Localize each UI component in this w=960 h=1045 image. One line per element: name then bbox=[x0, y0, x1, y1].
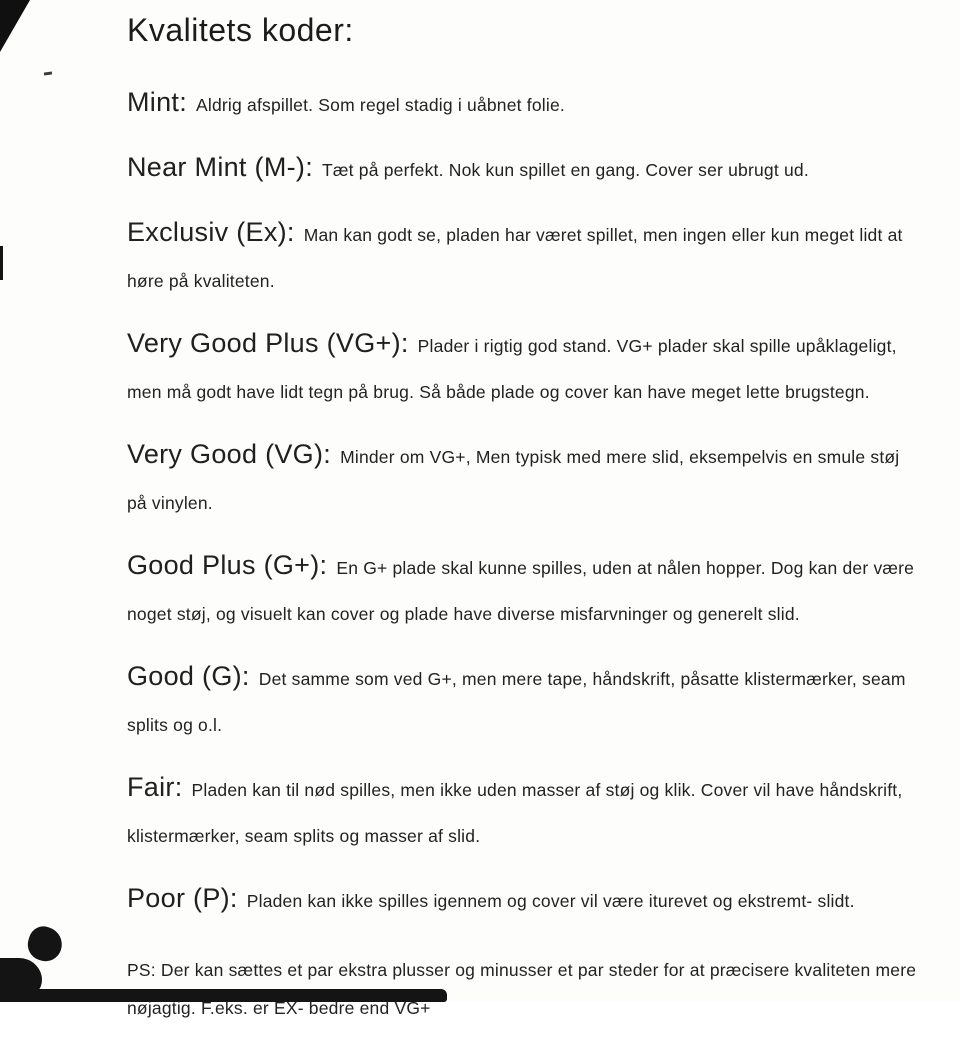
page-title: Kvalitets koder: bbox=[127, 12, 354, 48]
scan-artifact-dash bbox=[44, 71, 52, 75]
grade-term: Fair: bbox=[127, 772, 183, 802]
grade-entry-good-plus bbox=[127, 543, 917, 638]
grade-description: Minder om VG+, Men typisk med mere slid, eksempelvis en smule støj på vinylen. bbox=[127, 447, 900, 513]
grade-description: En G+ plade skal kunne spilles, uden at nålen hopper. Dog kan der være noget støj, og visuelt kan cover og plade have diverse misfarvninger og generelt slid. bbox=[127, 558, 915, 624]
grade-description: Aldrig afspillet. Som regel stadig i uåbnet folie. bbox=[196, 95, 565, 115]
grade-description: Pladen kan til nød spilles, men ikke uden masser af støj og klik. Cover vil have håndskrift, klistermærker, seam splits og masser af slid. bbox=[127, 780, 903, 846]
grade-entry-poor bbox=[127, 876, 917, 925]
grade-term: Good (G): bbox=[127, 661, 250, 691]
grade-term: Very Good (VG): bbox=[127, 439, 332, 469]
scan-artifact-edge-tick bbox=[0, 246, 3, 280]
grade-description: Tæt på perfekt. Nok kun spillet en gang. Cover ser ubrugt ud. bbox=[322, 160, 809, 180]
grade-description: Plader i rigtig god stand. VG+ plader skal spille upåklageligt, men må godt have lidt tegn på brug. Så både plade og cover kan have meget lette brugstegn. bbox=[127, 336, 897, 402]
grade-entry-exclusiv bbox=[127, 210, 917, 305]
grade-term: Near Mint (M-): bbox=[127, 152, 313, 182]
grade-entry-fair bbox=[127, 765, 917, 860]
grade-term: Very Good Plus (VG+): bbox=[127, 328, 409, 358]
grade-entry-very-good bbox=[127, 432, 917, 527]
document-page bbox=[127, 0, 917, 1045]
grade-term: Exclusiv (Ex): bbox=[127, 217, 295, 247]
grade-term: Mint: bbox=[127, 87, 188, 117]
scan-artifact-blob bbox=[24, 923, 67, 966]
grade-entry-near-mint bbox=[127, 145, 917, 194]
scan-artifact-corner bbox=[0, 0, 30, 52]
grade-description: Man kan godt se, pladen har været spillet, men ingen eller kun meget lidt at høre på kvaliteten. bbox=[127, 225, 903, 291]
grade-entry-good bbox=[127, 654, 917, 749]
grade-description: Det samme som ved G+, men mere tape, håndskrift, påsatte klistermærker, seam splits og o.l. bbox=[127, 669, 906, 735]
ps-note: PS: Der kan sættes et par ekstra plusser og minusser et par steder for at præcisere kvaliteten mere nøjagtig. F.eks. er EX- bedre end VG+ bbox=[127, 960, 917, 1018]
grade-entry-very-good-plus bbox=[127, 321, 917, 416]
grade-entry-mint bbox=[127, 80, 917, 129]
grade-description: Pladen kan ikke spilles igennem og cover vil være iturevet og ekstremt- slidt. bbox=[246, 891, 855, 911]
grade-term: Poor (P): bbox=[127, 883, 238, 913]
grade-term: Good Plus (G+): bbox=[127, 550, 328, 580]
